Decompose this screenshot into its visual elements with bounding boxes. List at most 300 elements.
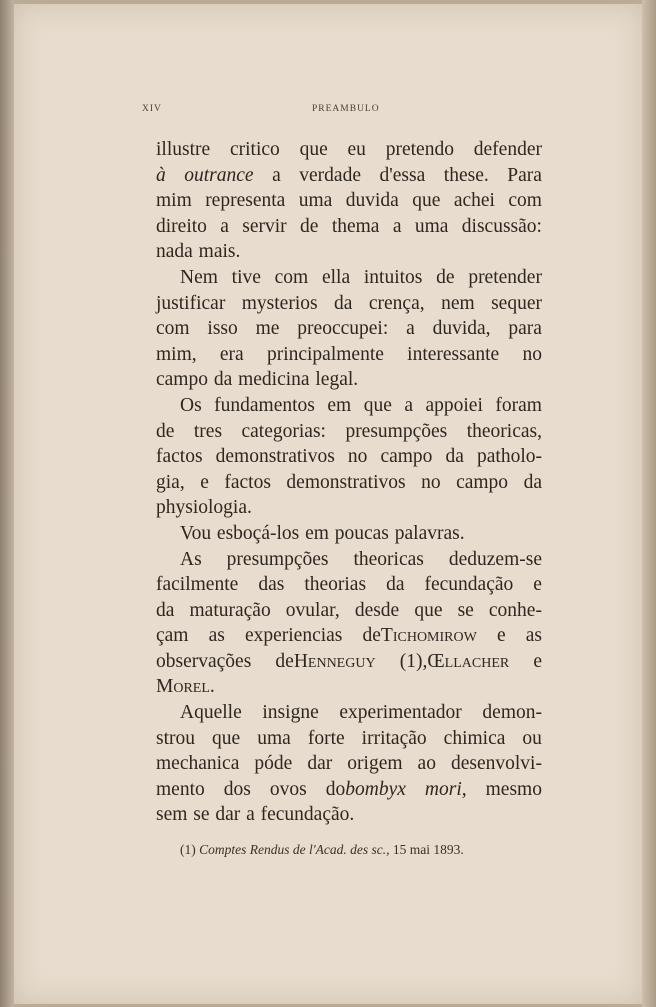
word — [232, 265, 261, 291]
text-fragment: da — [445, 446, 464, 468]
word — [305, 521, 329, 547]
word — [156, 316, 190, 342]
text-fragment: demonstrativos — [286, 471, 406, 493]
footnote-date: 15 mai 1893. — [389, 842, 464, 857]
text-fragment: theoricas — [353, 548, 424, 570]
word — [407, 342, 499, 368]
word — [246, 802, 255, 828]
word — [507, 163, 542, 189]
text-line — [156, 265, 542, 291]
word — [353, 547, 423, 573]
text-fragment: me — [255, 318, 280, 340]
text-line — [156, 751, 542, 777]
text-line — [156, 649, 542, 675]
word — [217, 521, 299, 547]
text-line — [156, 726, 542, 752]
text-fragment: a — [220, 215, 229, 237]
text-line — [156, 342, 542, 368]
word — [304, 572, 366, 598]
text-fragment: ella — [321, 266, 351, 288]
text-fragment: categorias: — [241, 420, 326, 442]
text-fragment: Nem — [180, 266, 218, 288]
word — [156, 623, 188, 649]
word — [261, 802, 355, 828]
text-fragment: de — [436, 266, 455, 288]
text-fragment: pretender — [468, 266, 542, 288]
text-fragment: d'essa — [379, 164, 426, 186]
text-fragment: mysterios — [241, 292, 318, 314]
word — [212, 726, 240, 752]
text-fragment: defender — [473, 139, 542, 160]
word — [267, 342, 384, 368]
word — [425, 777, 467, 803]
text-line — [156, 137, 542, 163]
text-fragment: experiencias — [244, 625, 343, 647]
word — [348, 137, 366, 163]
footnote-source: Comptes Rendus de l'Acad. des sc., — [199, 842, 390, 857]
word — [156, 726, 195, 752]
text-fragment: facilmente — [156, 574, 239, 596]
text-line — [156, 188, 542, 214]
text-fragment: das — [258, 574, 285, 596]
text-fragment: de — [156, 420, 175, 442]
word — [380, 163, 426, 189]
word — [454, 188, 495, 214]
text-line — [156, 470, 542, 496]
text-fragment: desenvolvi- — [450, 753, 542, 775]
word — [215, 802, 240, 828]
word — [156, 291, 225, 317]
text-fragment: maturação — [189, 599, 271, 621]
text-fragment: as — [208, 625, 225, 647]
word — [272, 163, 281, 189]
word — [508, 188, 542, 214]
text-fragment: do — [325, 778, 346, 800]
text-line — [156, 547, 542, 573]
text-line — [156, 316, 542, 342]
italic-text: à — [156, 164, 166, 186]
word — [180, 700, 242, 726]
text-fragment: a — [406, 318, 415, 340]
word — [533, 572, 542, 598]
word — [242, 419, 326, 445]
text-fragment: mim, — [156, 343, 197, 365]
text-fragment: a — [392, 215, 402, 237]
word — [347, 751, 402, 777]
text-fragment: da — [213, 369, 233, 391]
word — [190, 598, 271, 624]
text-fragment: duvida — [345, 190, 399, 212]
text-fragment: Aquelle — [180, 702, 242, 724]
text-fragment: que — [299, 139, 328, 160]
word — [414, 598, 442, 624]
word — [497, 623, 506, 649]
text-fragment: da — [334, 292, 353, 314]
word — [364, 265, 423, 291]
text-fragment: de — [300, 215, 319, 237]
word — [436, 265, 454, 291]
text-line — [156, 393, 542, 419]
text-fragment: verdade — [299, 164, 361, 186]
word — [363, 623, 477, 649]
word — [444, 726, 506, 752]
text-fragment: dos — [223, 778, 251, 800]
word — [364, 393, 392, 419]
word — [522, 726, 542, 752]
text-fragment: palavras. — [394, 522, 465, 544]
text-line — [156, 419, 542, 445]
text-fragment: mento — [156, 778, 205, 800]
text-line — [156, 674, 542, 700]
word — [334, 291, 352, 317]
footnote — [180, 842, 540, 858]
word — [449, 547, 542, 573]
word — [194, 419, 222, 445]
word — [425, 572, 514, 598]
text-fragment: que — [212, 727, 241, 749]
word — [220, 214, 229, 240]
word — [468, 265, 542, 291]
word — [522, 342, 542, 368]
text-fragment: com — [508, 190, 542, 212]
text-fragment: esboçá-los — [216, 522, 300, 544]
word — [180, 393, 202, 419]
text-line — [156, 291, 542, 317]
text-fragment: As — [180, 548, 202, 570]
word — [418, 751, 436, 777]
text-fragment: mim — [156, 190, 192, 212]
text-fragment: de — [362, 625, 381, 647]
small-caps-text: Henneguy — [293, 650, 376, 672]
text-fragment: campo — [456, 471, 509, 493]
text-fragment: póde — [254, 753, 293, 775]
text-fragment: a — [246, 804, 255, 826]
word — [257, 726, 291, 752]
text-fragment: e — [200, 471, 209, 493]
text-fragment: em — [327, 394, 352, 416]
text-fragment: ou — [522, 727, 542, 749]
text-fragment: com — [156, 318, 190, 340]
word — [200, 470, 209, 496]
word — [238, 367, 309, 393]
word — [307, 751, 332, 777]
text-fragment: Os — [180, 394, 202, 416]
word — [315, 367, 358, 393]
word — [462, 214, 542, 240]
text-fragment: tres — [193, 420, 223, 442]
text-fragment: sem — [156, 804, 188, 826]
page-number: XIV — [142, 104, 162, 114]
word — [482, 700, 542, 726]
word — [156, 419, 174, 445]
text-fragment: era — [219, 343, 244, 365]
text-fragment: fecundação. — [260, 804, 355, 826]
small-caps-text: Œllacher — [427, 650, 510, 672]
word — [415, 214, 449, 240]
text-fragment: observações — [156, 650, 252, 672]
text-line — [156, 598, 542, 624]
text-fragment: e — [496, 625, 506, 647]
word — [156, 214, 207, 240]
word — [156, 239, 193, 265]
text-fragment: para — [508, 318, 542, 340]
text-fragment: strou — [156, 727, 195, 749]
word — [180, 547, 202, 573]
page-edge — [642, 0, 656, 1007]
word — [355, 598, 399, 624]
text-fragment: theoricas, — [466, 420, 542, 442]
word — [209, 623, 225, 649]
text-fragment: que — [414, 599, 443, 621]
text-fragment: chimica — [443, 727, 506, 749]
word — [362, 726, 427, 752]
italic-text: mori, — [424, 778, 467, 800]
word — [508, 316, 542, 342]
word — [156, 777, 205, 803]
word — [205, 188, 285, 214]
word — [156, 444, 203, 470]
word — [477, 444, 542, 470]
word — [270, 777, 307, 803]
text-fragment: thema — [331, 215, 380, 237]
text-fragment: mesmo — [485, 778, 542, 800]
body-text — [156, 137, 542, 828]
word — [322, 265, 350, 291]
word — [425, 393, 482, 419]
text-fragment: da — [523, 471, 542, 493]
word — [156, 674, 215, 700]
text-fragment: theorias — [304, 574, 367, 596]
word — [180, 521, 211, 547]
word — [216, 444, 335, 470]
word — [207, 316, 237, 342]
word — [230, 137, 280, 163]
text-fragment: factos — [156, 446, 203, 468]
text-fragment: illustre — [156, 139, 211, 160]
running-head — [142, 104, 520, 120]
text-fragment: mais. — [198, 241, 241, 263]
text-fragment: poucas — [334, 522, 389, 544]
word — [433, 316, 491, 342]
word — [412, 188, 440, 214]
text-fragment: a — [404, 394, 413, 416]
text-fragment: dar — [215, 804, 241, 826]
text-fragment: justificar — [156, 292, 226, 314]
word — [156, 572, 238, 598]
text-fragment: as — [525, 625, 542, 647]
text-fragment: uma — [298, 190, 333, 212]
word — [386, 572, 404, 598]
text-line — [156, 239, 542, 265]
word — [242, 291, 318, 317]
text-fragment: direito — [156, 215, 207, 237]
word — [299, 163, 361, 189]
text-fragment: Para — [507, 164, 542, 186]
word — [300, 137, 328, 163]
text-fragment: pretendo — [385, 139, 454, 160]
text-fragment: ao — [417, 753, 436, 775]
text-fragment: campo — [156, 369, 208, 391]
word — [227, 547, 329, 573]
word — [444, 163, 489, 189]
text-fragment: que — [363, 394, 392, 416]
word — [224, 470, 271, 496]
text-fragment: no — [421, 471, 441, 493]
word — [156, 751, 239, 777]
text-fragment: intuitos — [363, 266, 423, 288]
text-fragment: da — [156, 599, 175, 621]
text-fragment: çam — [156, 625, 189, 647]
text-line — [156, 444, 542, 470]
word — [308, 726, 345, 752]
text-fragment: servir — [242, 215, 287, 237]
text-fragment: desde — [354, 599, 400, 621]
text-fragment: se — [457, 599, 474, 621]
text-fragment: fundamentos — [214, 394, 315, 416]
word — [242, 214, 286, 240]
word — [214, 393, 315, 419]
text-fragment: uma — [257, 727, 291, 749]
word — [156, 470, 185, 496]
text-line — [156, 163, 542, 189]
word — [220, 342, 244, 368]
word — [400, 649, 510, 675]
text-fragment: forte — [307, 727, 345, 749]
small-caps-text: Morel — [156, 676, 210, 698]
text-fragment: sequer — [491, 292, 542, 314]
text-fragment: origem — [347, 753, 403, 775]
word — [491, 291, 542, 317]
text-fragment: conhe- — [488, 599, 542, 621]
word — [404, 393, 413, 419]
text-fragment: discussão: — [461, 215, 542, 237]
text-fragment: insigne — [262, 702, 319, 724]
italic-text: outrance — [184, 164, 254, 186]
text-fragment: appoiei — [425, 394, 483, 416]
text-fragment: deduzem-se — [448, 548, 542, 570]
word — [395, 521, 465, 547]
word — [156, 649, 251, 675]
text-fragment: experimentador — [339, 702, 462, 724]
word — [380, 444, 432, 470]
text-fragment: e — [533, 574, 542, 596]
text-line — [156, 777, 542, 803]
text-fragment: . — [209, 676, 215, 698]
word — [441, 291, 475, 317]
word — [224, 777, 251, 803]
text-fragment: legal. — [315, 369, 359, 391]
word — [406, 316, 415, 342]
word — [369, 291, 425, 317]
text-fragment: presumpções — [345, 420, 448, 442]
text-fragment: interessante — [407, 343, 500, 365]
word — [421, 470, 441, 496]
text-line — [156, 623, 542, 649]
text-fragment: nem — [441, 292, 475, 314]
word — [486, 777, 542, 803]
text-fragment: medicina — [238, 369, 310, 391]
text-fragment: physiologia. — [156, 497, 252, 519]
text-fragment: factos — [224, 471, 271, 493]
text-fragment: que — [412, 190, 441, 212]
word — [327, 393, 351, 419]
text-fragment: e — [533, 650, 542, 672]
text-fragment: these. — [443, 164, 489, 186]
text-fragment: achei — [453, 190, 495, 212]
text-fragment: nada — [156, 241, 193, 263]
text-fragment: preoccupei: — [297, 318, 389, 340]
word — [156, 367, 208, 393]
page-gutter-shadow — [0, 0, 14, 1007]
text-fragment: a — [272, 164, 281, 186]
word — [256, 316, 280, 342]
word — [458, 598, 474, 624]
text-fragment: demon- — [482, 702, 542, 724]
text-line — [156, 700, 542, 726]
text-line — [156, 521, 542, 547]
text-fragment: da — [386, 574, 405, 596]
text-fragment: principalmente — [266, 343, 384, 365]
word — [156, 188, 192, 214]
word — [184, 163, 253, 189]
text-fragment: em — [305, 522, 329, 544]
word — [456, 470, 508, 496]
text-fragment: presumpções — [226, 548, 329, 570]
text-fragment: dar — [307, 753, 333, 775]
word — [345, 419, 447, 445]
word — [286, 470, 405, 496]
word — [258, 572, 284, 598]
text-fragment: irritação — [361, 727, 427, 749]
text-line — [156, 572, 542, 598]
word — [489, 598, 542, 624]
text-fragment: com — [274, 266, 309, 288]
text-fragment: mechanica — [156, 753, 240, 775]
text-fragment: ovular, — [285, 599, 340, 621]
text-line — [156, 367, 542, 393]
word — [300, 214, 318, 240]
word — [286, 598, 340, 624]
word — [348, 444, 368, 470]
text-fragment: critico — [229, 139, 280, 160]
word — [199, 239, 241, 265]
word — [156, 342, 197, 368]
word — [339, 700, 461, 726]
word — [156, 802, 187, 828]
word — [299, 188, 333, 214]
text-fragment: uma — [414, 215, 449, 237]
word — [393, 214, 402, 240]
text-fragment: crença, — [368, 292, 425, 314]
text-fragment: fecundação — [424, 574, 514, 596]
word — [467, 419, 542, 445]
word — [332, 214, 380, 240]
word — [474, 137, 542, 163]
word — [193, 802, 209, 828]
word — [524, 470, 542, 496]
text-fragment: isso — [207, 318, 238, 340]
word — [386, 137, 454, 163]
text-fragment: tive — [231, 266, 261, 288]
word — [526, 623, 542, 649]
text-fragment: no — [522, 343, 542, 365]
word — [297, 316, 388, 342]
word — [156, 163, 166, 189]
word — [495, 393, 542, 419]
word — [326, 777, 406, 803]
word — [275, 649, 375, 675]
word — [446, 444, 464, 470]
